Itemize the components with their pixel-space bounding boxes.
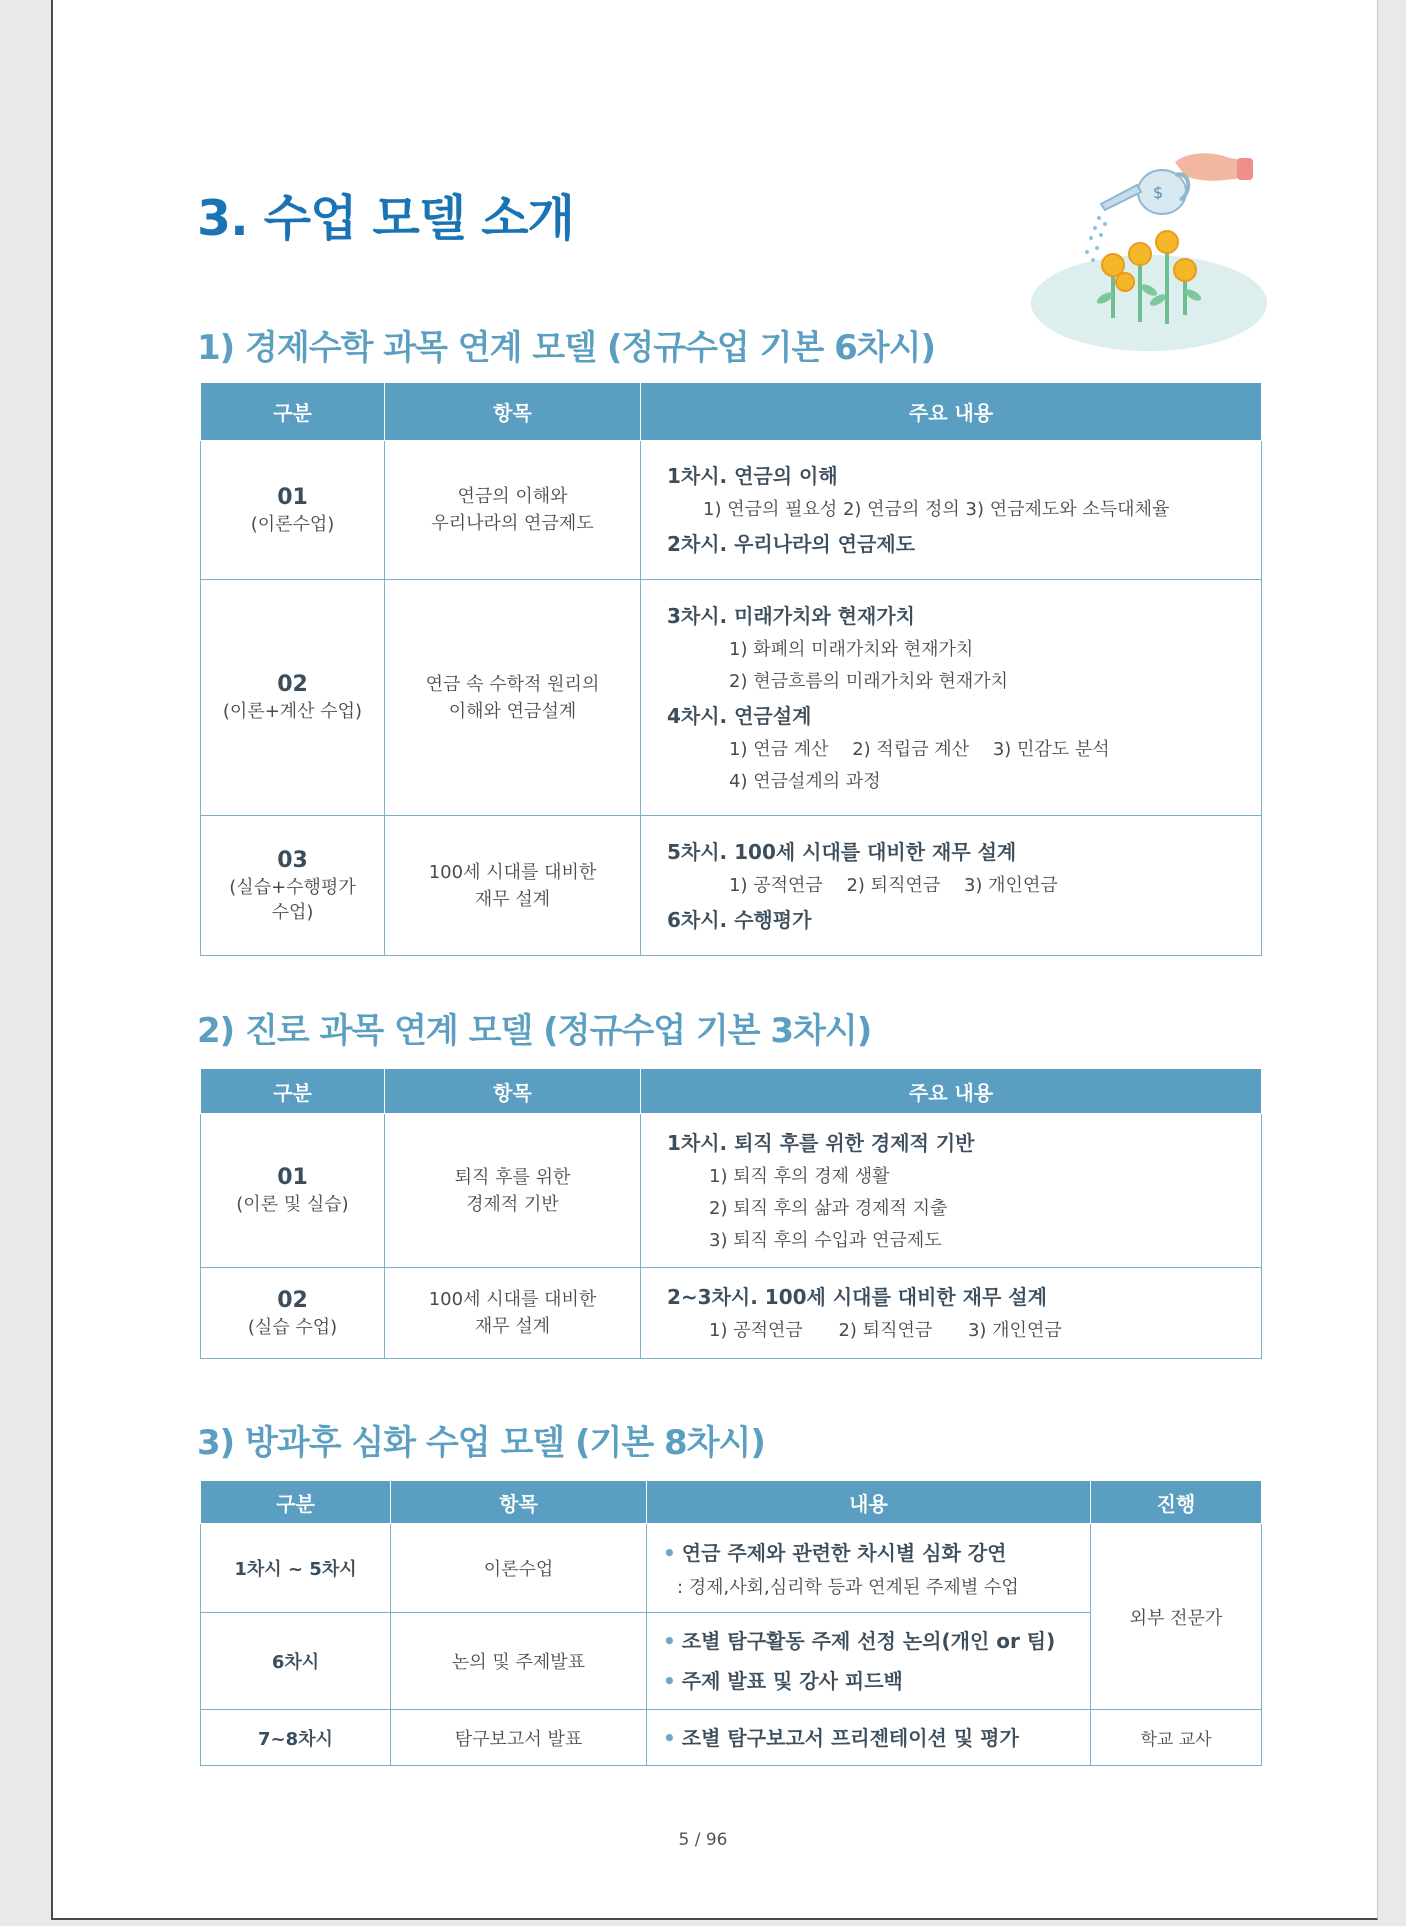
- section-3-table: [200, 1480, 1262, 1766]
- header-category: 구분: [201, 1481, 391, 1524]
- item-cell: [385, 580, 641, 816]
- chapter-subitems: [667, 734, 1261, 766]
- row-number: 01: [277, 484, 308, 510]
- chapter-subitem: 2) 현금흐름의 미래가치와 현재가치: [729, 670, 1009, 692]
- item-line: 100세 시대를 대비한: [428, 1289, 597, 1310]
- header-leader: 진행: [1091, 1481, 1262, 1524]
- table-row: [201, 1524, 1262, 1613]
- chapter-title: 5차시. 100세 시대를 대비한 재무 설계: [667, 839, 1017, 864]
- row-type: (이론수업): [250, 513, 335, 535]
- content-cell: [647, 1524, 1091, 1613]
- row-type: (실습+수행평가: [229, 876, 356, 898]
- section-1-title: 1) 경제수학 과목 연계 모델 (정규수업 기본 6차시): [197, 328, 935, 368]
- chapter-subitem: 3) 퇴직 후의 수입과 연금제도: [709, 1229, 942, 1251]
- content-cell: [641, 580, 1262, 816]
- content-cell: [647, 1710, 1091, 1766]
- chapter-subitem: 2) 퇴직연금: [846, 874, 941, 896]
- period-cell: 1차시 ~ 5차시: [201, 1524, 391, 1613]
- chapter-subitem: 1) 공적연금: [709, 1320, 803, 1341]
- row-type: (이론 및 실습): [236, 1194, 349, 1215]
- bullet-note: : 경제,사회,심리학 등과 연계된 주제별 수업: [677, 1577, 1019, 1598]
- table-row: [201, 816, 1262, 956]
- item-cell: [385, 441, 641, 580]
- chapter-title: 1차시. 연금의 이해: [667, 464, 838, 488]
- table-row: [201, 1114, 1262, 1268]
- chapter-subitems: 1) 연금의 필요성 2) 연금의 정의 3) 연금제도와 소득대체율: [703, 499, 1170, 520]
- bullet-line: [663, 1661, 1090, 1701]
- header-category: 구분: [201, 383, 385, 441]
- content-cell: [641, 1114, 1262, 1268]
- content-cell: [641, 816, 1262, 956]
- chapter-title: 1차시. 퇴직 후를 위한 경제적 기반: [667, 1130, 975, 1155]
- header-item: 항목: [385, 383, 641, 441]
- leader-cell: 학교 교사: [1091, 1710, 1262, 1766]
- chapter-title: 4차시. 연금설계: [667, 703, 812, 728]
- chapter-subitem: 2) 적립금 계산: [852, 738, 970, 760]
- chapter-subitem: 1) 연금 계산: [729, 738, 829, 760]
- bullet-text: 조별 탐구보고서 프리젠테이션 및 평가: [681, 1725, 1019, 1750]
- chapter-subitem: 1) 퇴직 후의 경제 생활: [709, 1165, 890, 1187]
- section-1-table: [200, 382, 1262, 956]
- item-line: 재무 설계: [474, 888, 551, 910]
- bullet-text: 주제 발표 및 강사 피드백: [681, 1669, 903, 1693]
- chapter-subitem: 1) 화폐의 미래가치와 현재가치: [729, 638, 974, 660]
- bullet-icon: •: [663, 1725, 676, 1750]
- chapter-subitem: 4) 연금설계의 과정: [729, 770, 881, 792]
- content-cell: [647, 1613, 1091, 1710]
- row-type: 수업): [271, 901, 314, 923]
- row-type: (실습 수업): [247, 1316, 338, 1338]
- item-cell: [385, 1268, 641, 1359]
- header-item: 항목: [385, 1069, 641, 1114]
- bullet-icon: •: [663, 1629, 676, 1653]
- item-line: 퇴직 후를 위한: [454, 1166, 571, 1188]
- row-number: 03: [277, 847, 308, 873]
- period-cell: 6차시: [201, 1613, 391, 1710]
- period-cell: 7~8차시: [201, 1710, 391, 1766]
- section-2-table: [200, 1068, 1262, 1359]
- item-cell: 탐구보고서 발표: [391, 1710, 647, 1766]
- item-line: 재무 설계: [474, 1316, 551, 1337]
- header-content: 내용: [647, 1481, 1091, 1524]
- chapter-title: 6차시. 수행평가: [667, 907, 812, 932]
- bullet-text: 조별 탐구활동 주제 선정 논의(개인 or 팀): [681, 1629, 1056, 1653]
- chapter-title: 2~3차시. 100세 시대를 대비한 재무 설계: [667, 1285, 1047, 1309]
- bullet-line: [663, 1533, 1090, 1573]
- chapter-subitems: [667, 1315, 1261, 1347]
- item-line: 이해와 연금설계: [448, 700, 577, 722]
- category-cell: [201, 1114, 385, 1268]
- header-category: 구분: [201, 1069, 385, 1114]
- header-item: 항목: [391, 1481, 647, 1524]
- page-number: 5 / 96: [678, 1830, 728, 1850]
- item-line: 우리나라의 연금제도: [431, 513, 594, 534]
- item-line: 100세 시대를 대비한: [428, 861, 597, 883]
- row-number: 01: [277, 1165, 308, 1190]
- chapter-subitem: 3) 개인연금: [967, 1320, 1062, 1341]
- section-2-title: 2) 진로 과목 연계 모델 (정규수업 기본 3차시): [197, 1011, 872, 1051]
- chapter-title: 3차시. 미래가치와 현재가치: [667, 603, 915, 628]
- item-cell: 논의 및 주제발표: [391, 1613, 647, 1710]
- chapter-title: 2차시. 우리나라의 연금제도: [667, 532, 915, 556]
- table-row: [201, 441, 1262, 580]
- content-cell: [641, 441, 1262, 580]
- row-number: 02: [277, 672, 308, 697]
- chapter-subitem: 1) 공적연금: [729, 874, 823, 896]
- content-cell: [641, 1268, 1262, 1359]
- item-line: 연금의 이해와: [457, 486, 568, 507]
- table-row: [201, 580, 1262, 816]
- category-cell: [201, 816, 385, 956]
- chapter-subitem: 2) 퇴직 후의 삶과 경제적 지출: [709, 1197, 948, 1219]
- section-3-title: 3) 방과후 심화 수업 모델 (기본 8차시): [197, 1423, 765, 1463]
- item-cell: [385, 1114, 641, 1268]
- page-title: 3. 수업 모델 소개: [197, 190, 574, 247]
- row-number: 02: [277, 1287, 308, 1313]
- header-content: 주요 내용: [641, 1069, 1262, 1114]
- item-cell: 이론수업: [391, 1524, 647, 1613]
- chapter-subitem: 3) 민감도 분석: [992, 738, 1110, 760]
- watering-can-coin-flowers-icon: [1025, 140, 1270, 360]
- item-cell: [385, 816, 641, 956]
- table-row: [201, 1710, 1262, 1766]
- chapter-subitem: 2) 퇴직연금: [838, 1320, 933, 1341]
- bullet-text: 연금 주제와 관련한 차시별 심화 강연: [681, 1541, 1007, 1565]
- category-cell: [201, 1268, 385, 1359]
- table-row: [201, 1268, 1262, 1359]
- bullet-icon: •: [663, 1669, 676, 1693]
- category-cell: [201, 441, 385, 580]
- bullet-line: [663, 1621, 1090, 1661]
- leader-cell: 외부 전문가: [1091, 1524, 1262, 1710]
- bullet-line: [663, 1718, 1090, 1758]
- item-line: 연금 속 수학적 원리의: [425, 673, 600, 695]
- row-type: (이론+계산 수업): [222, 701, 363, 722]
- item-line: 경제적 기반: [466, 1193, 559, 1215]
- chapter-subitem: 3) 개인연금: [963, 874, 1058, 896]
- chapter-subitems: [667, 870, 1261, 902]
- bullet-icon: •: [663, 1541, 676, 1565]
- category-cell: [201, 580, 385, 816]
- svg-text:$: $: [1153, 183, 1164, 202]
- header-content: 주요 내용: [641, 383, 1262, 441]
